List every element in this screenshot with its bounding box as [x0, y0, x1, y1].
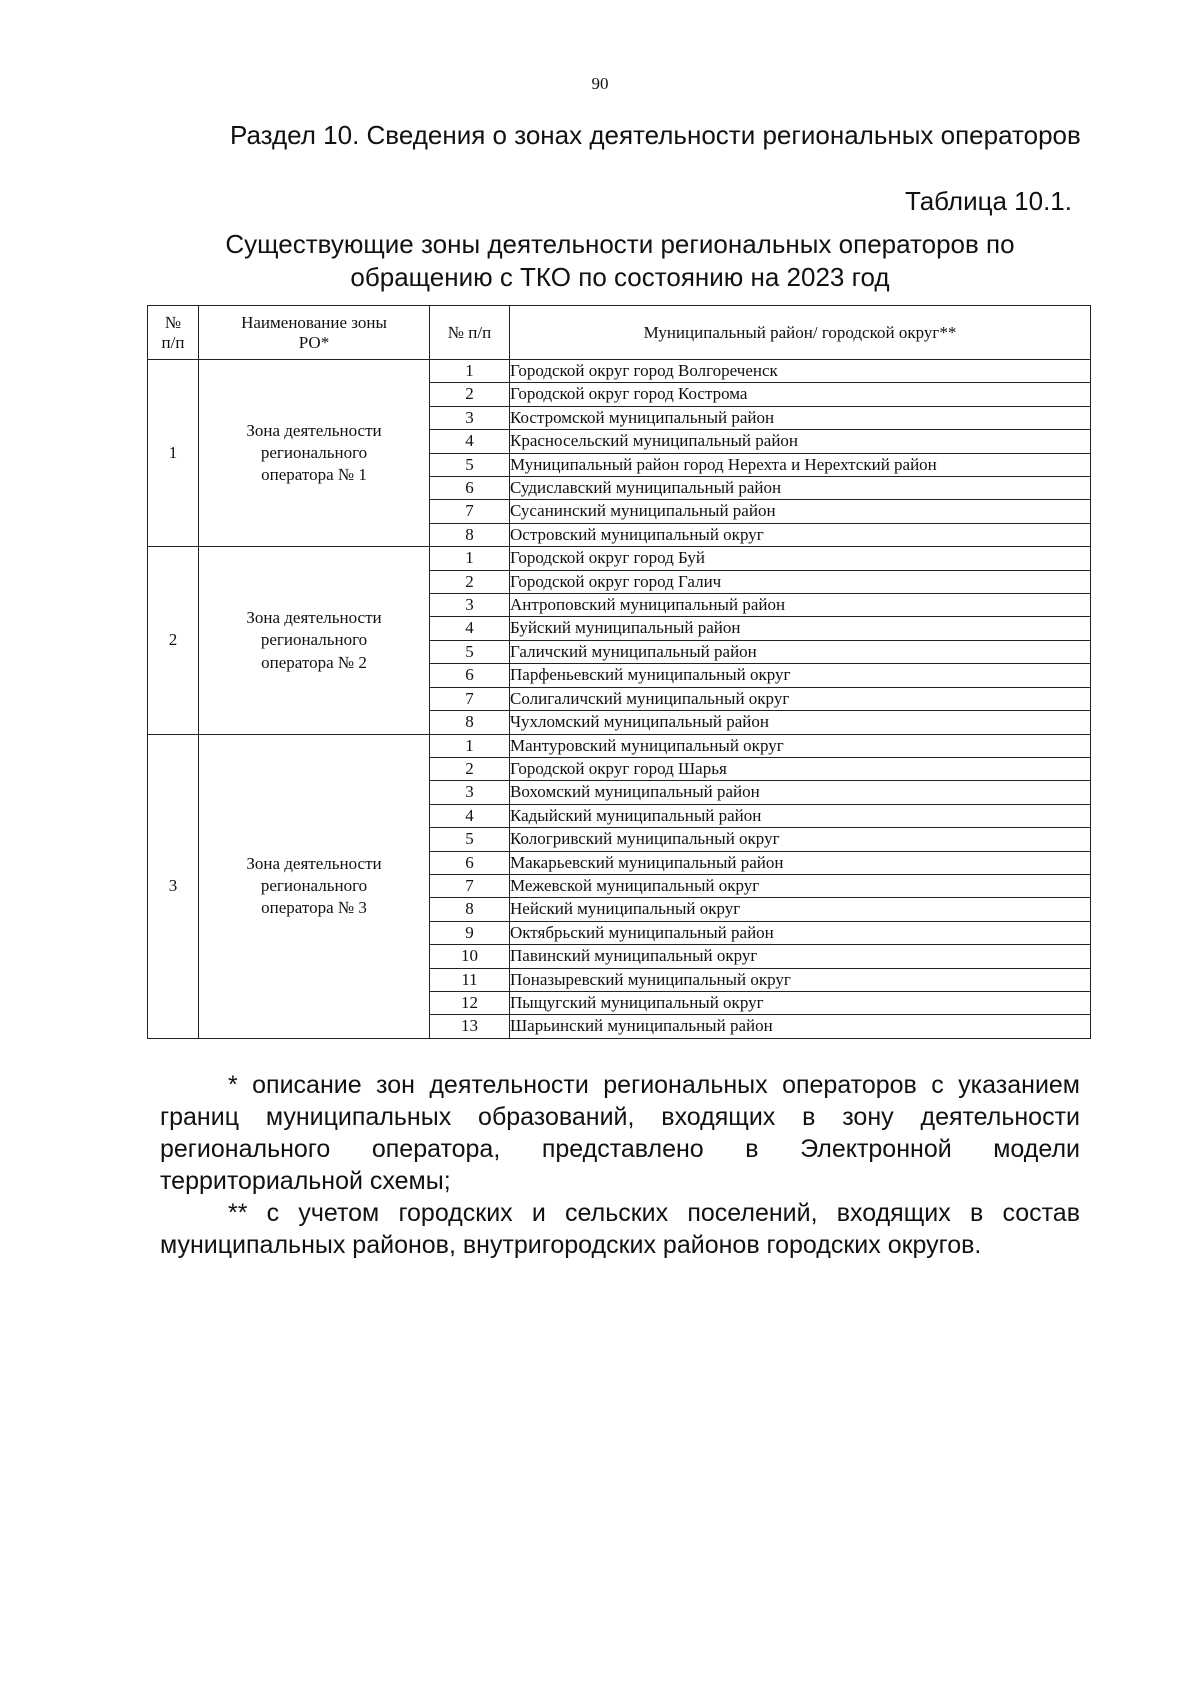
municipality-number: 2 [430, 757, 510, 780]
operator-zones-table [147, 305, 1091, 1039]
municipality-number: 1 [430, 734, 510, 757]
municipality-number: 6 [430, 664, 510, 687]
zone-name-line: Зона деятельности [246, 853, 382, 873]
municipality-number: 1 [430, 547, 510, 570]
municipality-number: 7 [430, 687, 510, 710]
municipality-name: Судиславский муниципальный район [510, 477, 1091, 500]
municipality-number: 4 [430, 430, 510, 453]
municipality-number: 8 [430, 523, 510, 546]
zone-name-line: регионального [260, 875, 368, 895]
zone-number: 2 [148, 547, 199, 734]
page-number: 90 [591, 74, 609, 93]
zone-name-line: оператора № 2 [261, 652, 367, 672]
municipality-name: Костромской муниципальный район [510, 406, 1091, 429]
municipality-number: 4 [430, 617, 510, 640]
municipality-name: Октябрьский муниципальный район [510, 921, 1091, 944]
zone-name-line: оператора № 1 [261, 465, 367, 485]
municipality-name: Чухломский муниципальный район [510, 711, 1091, 734]
table-caption [150, 228, 1090, 294]
table-caption-line: Существующие зоны деятельности региональных операторов по [225, 229, 1015, 259]
zone-number: 3 [148, 734, 199, 1038]
municipality-number: 3 [430, 781, 510, 804]
municipality-number: 2 [430, 570, 510, 593]
municipality-name: Муниципальный район город Нерехта и Нерехтский район [510, 453, 1091, 476]
municipality-number: 8 [430, 711, 510, 734]
zone-name [199, 547, 430, 734]
municipality-name: Антроповский муниципальный район [510, 594, 1091, 617]
table-row [148, 547, 1091, 570]
municipality-name: Кадыйский муниципальный район [510, 804, 1091, 827]
municipality-number: 5 [430, 640, 510, 663]
municipality-name: Островский муниципальный округ [510, 523, 1091, 546]
table-header-row [148, 306, 1091, 360]
header-zone-line: Наименование зоны [241, 312, 387, 332]
municipality-number: 7 [430, 500, 510, 523]
table-body [148, 360, 1091, 1039]
municipality-name: Павинский муниципальный округ [510, 945, 1091, 968]
footnote: ** с учетом городских и сельских поселений, входящих в состав муниципальных районов, внутригородских районов городских округов. [160, 1199, 1080, 1259]
municipality-number: 5 [430, 828, 510, 851]
zone-name-line: регионального [260, 630, 368, 650]
municipality-name: Поназыревский муниципальный округ [510, 968, 1091, 991]
municipality-number: 4 [430, 804, 510, 827]
municipality-number: 3 [430, 594, 510, 617]
municipality-name: Макарьевский муниципальный район [510, 851, 1091, 874]
municipality-name: Городской округ город Галич [510, 570, 1091, 593]
municipality-number: 8 [430, 898, 510, 921]
municipality-name: Городской округ город Буй [510, 547, 1091, 570]
footnotes [160, 1069, 1080, 1261]
zone-name-line: Зона деятельности [246, 607, 382, 627]
header-num-line: п/п [161, 332, 185, 352]
municipality-name: Городской округ город Кострома [510, 383, 1091, 406]
municipality-number: 11 [430, 968, 510, 991]
municipality-number: 1 [430, 360, 510, 383]
zone-name [199, 734, 430, 1038]
table-label: Таблица 10.1. [905, 186, 1072, 216]
zone-name-line: Зона деятельности [246, 420, 382, 440]
zone-name-line: оператора № 3 [261, 898, 367, 918]
header-num [148, 306, 199, 360]
header-municipality: Муниципальный район/ городской округ** [510, 306, 1091, 360]
municipality-name: Нейский муниципальный округ [510, 898, 1091, 921]
municipality-name: Шарьинский муниципальный район [510, 1015, 1091, 1038]
zone-number: 1 [148, 360, 199, 547]
municipality-number: 10 [430, 945, 510, 968]
zone-name [199, 360, 430, 547]
municipality-number: 12 [430, 991, 510, 1014]
municipality-number: 2 [430, 383, 510, 406]
municipality-name: Красносельский муниципальный район [510, 430, 1091, 453]
municipality-name: Кологривский муниципальный округ [510, 828, 1091, 851]
municipality-name: Пыщугский муниципальный округ [510, 991, 1091, 1014]
municipality-number: 13 [430, 1015, 510, 1038]
section-title: Раздел 10. Сведения о зонах деятельности региональных операторов [230, 120, 1081, 150]
municipality-number: 3 [430, 406, 510, 429]
municipality-name: Мантуровский муниципальный округ [510, 734, 1091, 757]
table-row [148, 360, 1091, 383]
header-zone-name [199, 306, 430, 360]
table-row [148, 734, 1091, 757]
municipality-number: 6 [430, 477, 510, 500]
header-sub-num: № п/п [430, 306, 510, 360]
municipality-name: Межевской муниципальный округ [510, 874, 1091, 897]
municipality-number: 9 [430, 921, 510, 944]
municipality-name: Сусанинский муниципальный район [510, 500, 1091, 523]
municipality-number: 6 [430, 851, 510, 874]
footnote: * описание зон деятельности региональных операторов с указанием границ муниципальных образований, входящих в зону деятельности регионального оператора, представлено в Электронной модели территориальной схемы; [160, 1071, 1080, 1195]
municipality-number: 5 [430, 453, 510, 476]
municipality-name: Парфеньевский муниципальный округ [510, 664, 1091, 687]
zone-name-line: регионального [260, 442, 368, 462]
header-num-line: № [164, 312, 182, 332]
header-zone-line: РО* [298, 332, 330, 352]
municipality-name: Галичский муниципальный район [510, 640, 1091, 663]
municipality-name: Городской округ город Шарья [510, 757, 1091, 780]
municipality-name: Солигаличский муниципальный округ [510, 687, 1091, 710]
municipality-number: 7 [430, 874, 510, 897]
municipality-name: Городской округ город Волгореченск [510, 360, 1091, 383]
municipality-name: Вохомский муниципальный район [510, 781, 1091, 804]
table-caption-line: обращению с ТКО по состоянию на 2023 год [350, 262, 890, 292]
municipality-name: Буйский муниципальный район [510, 617, 1091, 640]
